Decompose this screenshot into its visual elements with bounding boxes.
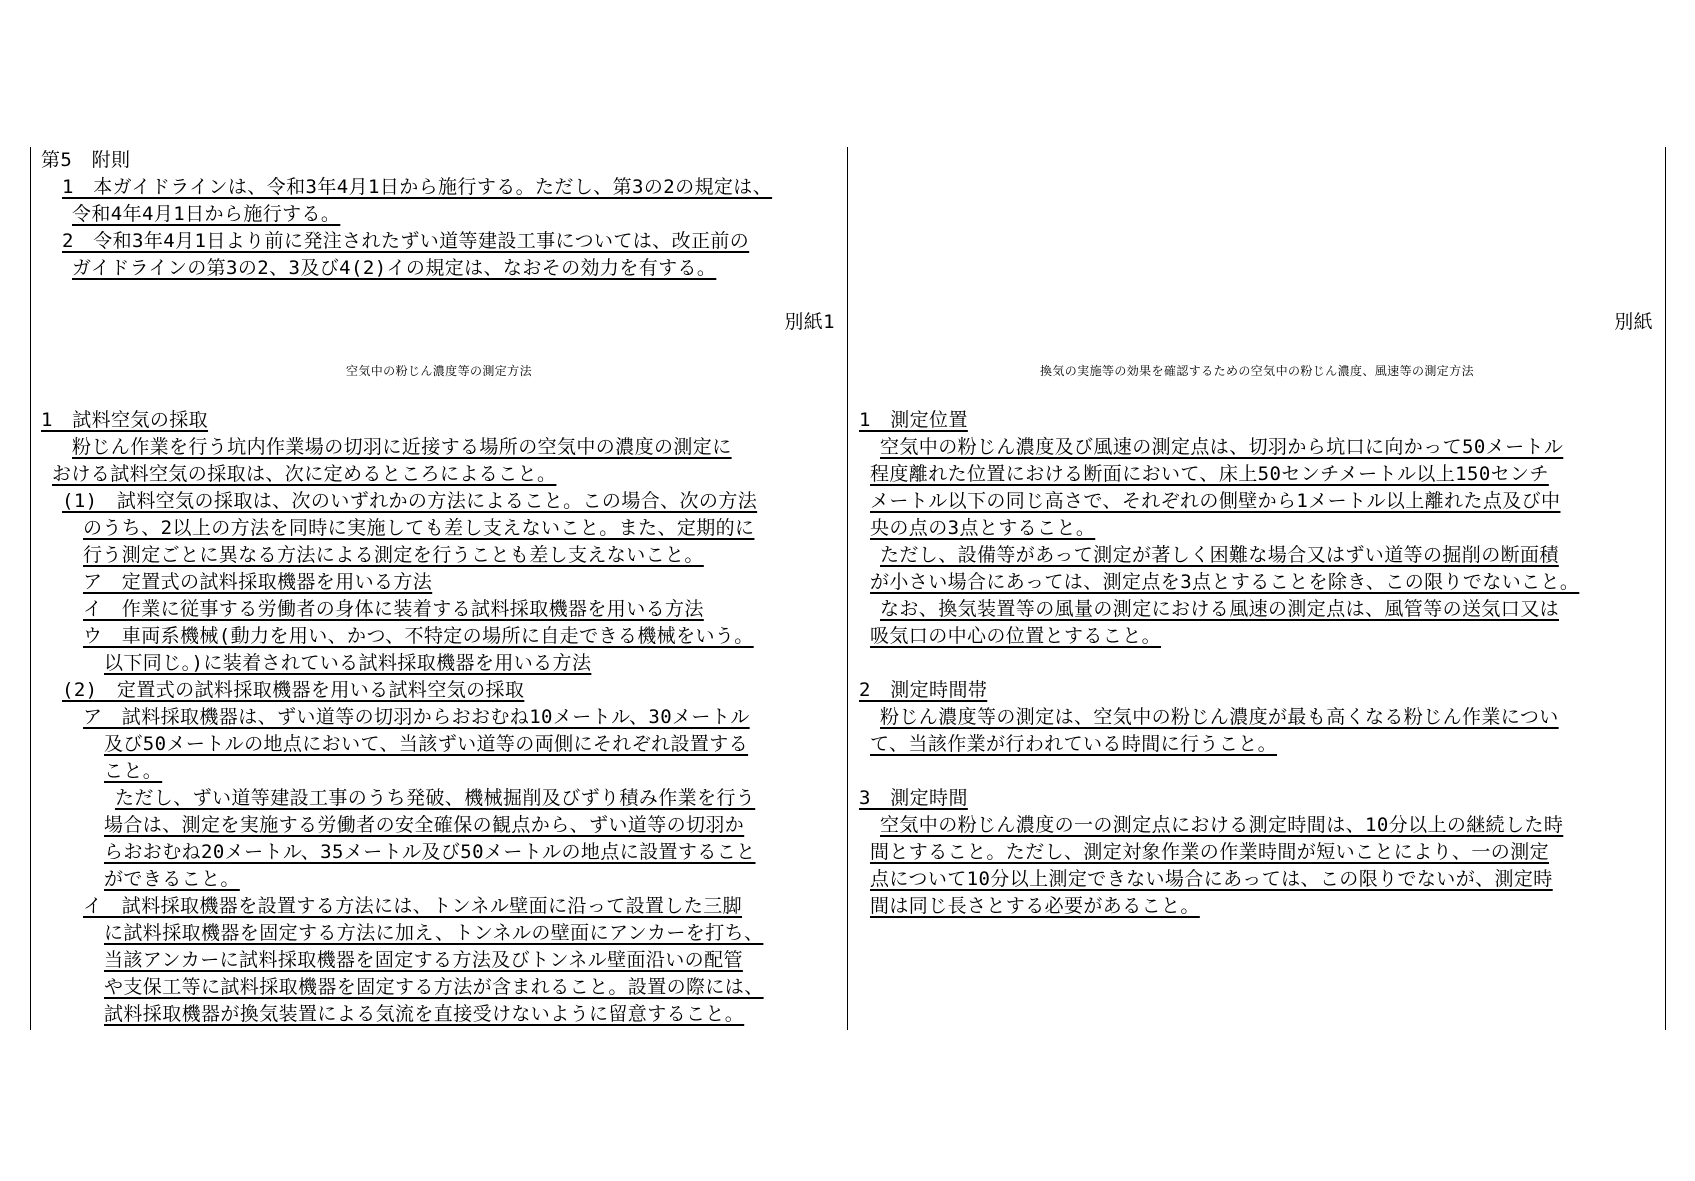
text-line: ア 定置式の試料採取機器を用いる方法 — [83, 571, 433, 593]
text-line: 央の点の3点とすること。 — [870, 517, 1096, 539]
comparison-table — [30, 147, 1666, 1030]
text-line: ができること。 — [104, 868, 240, 890]
document-title: 空気中の粉じん濃度等の測定方法 — [345, 364, 532, 378]
text-line: が小さい場合にあっては、測定点を3点とすることを除き、この限りでないこと。 — [870, 571, 1580, 593]
text-line: メートル以下の同じ高さで、それぞれの側壁から1メートル以上離れた点及び中 — [870, 490, 1561, 512]
text-line: 試料採取機器が換気装置による気流を直接受けないように留意すること。 — [104, 1003, 745, 1025]
section-heading: 第5 附則 — [41, 149, 131, 171]
text-line: 令和4年4月1日から施行する。 — [72, 203, 341, 225]
text-line: おける試料空気の採取は、次に定めるところによること。 — [52, 463, 557, 485]
text-line: 粉じん濃度等の測定は、空気中の粉じん濃度が最も高くなる粉じん作業につい — [880, 706, 1559, 728]
text-line: らおおむね20メートル、35メートル及び50メートルの地点に設置すること — [104, 841, 756, 863]
text-line: なお、換気装置等の風量の測定における風速の測定点は、風管等の送気口又は — [880, 598, 1560, 620]
text-line: や支保工等に試料採取機器を固定する方法が含まれること。設置の際には、 — [104, 976, 764, 998]
text-line: 吸気口の中心の位置とすること。 — [870, 625, 1162, 647]
text-line: ガイドラインの第3の2、3及び4(2)イの規定は、なおその効力を有する。 — [72, 257, 717, 279]
table-border-right — [1665, 147, 1666, 1030]
text-line: て、当該作業が行われている時間に行うこと。 — [870, 733, 1278, 755]
text-line: 粉じん作業を行う坑内作業場の切羽に近接する場所の空気中の濃度の測定に — [72, 436, 732, 458]
text-line: 1 試料空気の採取 — [41, 409, 209, 431]
text-line: ただし、ずい道等建設工事のうち発破、機械掘削及びずり積み作業を行う — [115, 787, 756, 809]
text-line: 空気中の粉じん濃度の一の測定点における測定時間は、10分以上の継続した時 — [880, 814, 1564, 836]
text-line: に試料採取機器を固定する方法に加え、トンネルの壁面にアンカーを打ち、 — [104, 922, 764, 944]
text-line: 点について10分以上測定できない場合にあっては、この限りでないが、測定時 — [870, 868, 1553, 890]
text-line: 2 令和3年4月1日より前に発注されたずい道等建設工事については、改正前の — [62, 230, 750, 252]
text-line: ア 試料採取機器は、ずい道等の切羽からおおむね10メートル、30メートル — [83, 706, 750, 728]
text-line: 1 測定位置 — [859, 409, 968, 431]
text-line: 行う測定ごとに異なる方法による測定を行うことも差し支えないこと。 — [83, 544, 704, 566]
text-line: (2) 定置式の試料採取機器を用いる試料空気の採取 — [62, 679, 525, 701]
appendix-label: 別紙 — [1614, 311, 1653, 333]
text-line: 空気中の粉じん濃度及び風速の測定点は、切羽から坑口に向かって50メートル — [880, 436, 1564, 458]
document-title: 換気の実施等の効果を確認するための空気中の粉じん濃度、風速等の測定方法 — [1039, 364, 1474, 378]
table-column-divider — [847, 147, 848, 1030]
text-line: (1) 試料空気の採取は、次のいずれかの方法によること。この場合、次の方法 — [62, 490, 758, 512]
text-line: イ 試料採取機器を設置する方法には、トンネル壁面に沿って設置した三脚 — [83, 895, 743, 917]
text-line: 程度離れた位置における断面において、床上50センチメートル以上150センチ — [870, 463, 1549, 485]
text-line: ウ 車両系機械(動力を用い、かつ、不特定の場所に自走できる機械をいう。 — [83, 625, 754, 647]
text-line: 3 測定時間 — [859, 787, 968, 809]
text-line: ただし、設備等があって測定が著しく困難な場合又はずい道等の掘削の断面積 — [880, 544, 1559, 566]
text-line: 以下同じ。)に装着されている試料採取機器を用いる方法 — [104, 652, 592, 674]
text-line: イ 作業に従事する労働者の身体に装着する試料採取機器を用いる方法 — [83, 598, 704, 620]
text-line: 及び50メートルの地点において、当該ずい道等の両側にそれぞれ設置する — [104, 733, 749, 755]
text-line: 場合は、測定を実施する労働者の安全確保の観点から、ずい道等の切羽か — [104, 814, 745, 836]
text-line: のうち、2以上の方法を同時に実施しても差し支えないこと。また、定期的に — [83, 517, 755, 539]
text-line: 間は同じ長さとする必要があること。 — [870, 895, 1200, 917]
previous-text-column — [849, 147, 1665, 1030]
text-line: こと。 — [104, 760, 163, 782]
appendix-label: 別紙1 — [784, 311, 835, 333]
revised-text-column — [31, 147, 847, 1030]
text-line: 間とすること。ただし、測定対象作業の作業時間が短いことにより、一の測定 — [870, 841, 1550, 863]
text-line: 1 本ガイドラインは、令和3年4月1日から施行する。ただし、第3の2の規定は、 — [62, 176, 773, 198]
text-line: 当該アンカーに試料採取機器を固定する方法及びトンネル壁面沿いの配管 — [104, 949, 743, 971]
text-line: 2 測定時間帯 — [859, 679, 988, 701]
